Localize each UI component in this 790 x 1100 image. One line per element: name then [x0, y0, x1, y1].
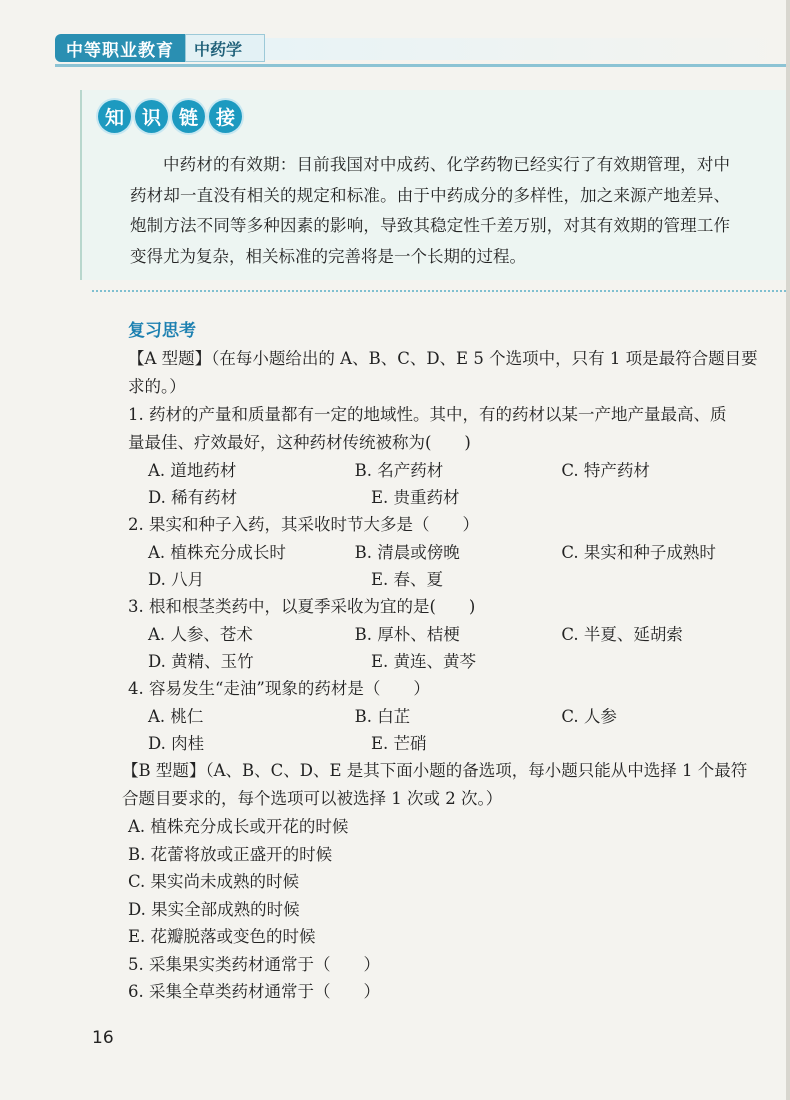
option: B. 名产药材 [354, 461, 444, 480]
title-char: 接 [209, 100, 242, 133]
page-header [0, 30, 790, 70]
a-type-intro-cont: 求的。） [128, 377, 186, 396]
subject-label: 中药学 [185, 34, 265, 62]
question-3: 3. 根和根茎类药中，以夏季采收为宜的是( ) [128, 597, 476, 616]
option: A. 桃仁 [148, 707, 204, 726]
option: C. 人参 [561, 707, 617, 726]
option: A. 道地药材 [148, 461, 237, 480]
option: C. 果实和种子成熟时 [561, 543, 716, 562]
option: E. 芒硝 [371, 734, 427, 753]
option: D. 八月 [148, 570, 205, 589]
b-option: C. 果实尚未成熟的时候 [128, 872, 300, 891]
question-3-options [128, 621, 768, 648]
question-5: 5. 采集果实类药材通常于（ ） [128, 954, 380, 974]
question-1-cont: 量最佳、疗效最好，这种药材传统被称为( ) [128, 433, 471, 452]
title-char: 链 [172, 100, 205, 133]
b-type-intro-cont: 合题目要求的，每个选项可以被选择 1 次或 2 次。） [122, 789, 503, 808]
page-edge [786, 0, 790, 1100]
question-1: 1. 药材的产量和质量都有一定的地域性。其中，有的药材以某一产地产量最高、质 [128, 405, 727, 424]
option: E. 黄连、黄芩 [371, 652, 477, 671]
question-4-options-2 [128, 730, 768, 757]
a-type-intro: 【A 型题】（在每小题给出的 A、B、C、D、E 5 个选项中，只有 1 项是最符合题目要 [128, 349, 758, 368]
question-1-options-2 [128, 484, 768, 511]
question-4: 4. 容易发生“走油”现象的药材是（ ） [128, 679, 430, 698]
knowledge-paragraph: 中药材的有效期：目前我国对中成药、化学药物已经实行了有效期管理，对中药材却一直没有相关的规定和标准。由于中药成分的多样性，加之来源产地差异、炮制方法不同等多种因素的影响，导致其稳定性千差万别，对其有效期的管理工作变得尤为复杂，相关标准的完善将是一个长期的过程。 [130, 155, 730, 266]
option: A. 植株充分成长时 [148, 543, 286, 562]
title-char: 识 [135, 100, 168, 133]
knowledge-link-title [98, 100, 242, 133]
option: D. 黄精、玉竹 [148, 652, 254, 671]
question-2-options-2 [128, 566, 768, 593]
question-2-options [128, 539, 768, 566]
series-brand: 中等职业教育 [55, 34, 185, 62]
question-4-options [128, 703, 768, 730]
header-rule [55, 64, 790, 67]
title-char: 知 [98, 100, 131, 133]
question-6: 6. 采集全草类药材通常于（ ） [128, 982, 380, 1001]
option: D. 肉桂 [148, 734, 205, 753]
option: A. 人参、苍术 [148, 625, 253, 644]
option: D. 稀有药材 [148, 488, 238, 507]
review-title: 复习思考 [128, 321, 196, 341]
page-number: 16 [92, 1028, 114, 1048]
question-1-options [128, 457, 768, 484]
option: E. 贵重药材 [371, 488, 460, 507]
b-option: B. 花蕾将放或正盛开的时候 [128, 844, 333, 864]
option: E. 春、夏 [371, 570, 444, 589]
option: B. 清晨或傍晚 [354, 543, 460, 562]
b-option: A. 植株充分成长或开花的时候 [128, 817, 349, 836]
question-3-options-2 [128, 648, 768, 675]
b-option: D. 果实全部成熟的时候 [128, 899, 300, 919]
option: B. 白芷 [354, 707, 411, 726]
option: B. 厚朴、桔梗 [354, 625, 460, 644]
option: C. 特产药材 [561, 461, 650, 480]
option: C. 半夏、延胡索 [561, 625, 683, 644]
header-band [265, 38, 790, 60]
b-type-intro: 【B 型题】（A、B、C、D、E 是其下面小题的备选项，每小题只能从中选择 1 个最符 [122, 761, 748, 780]
review-questions [122, 345, 768, 1006]
b-option: E. 花瓣脱落或变色的时候 [128, 927, 316, 946]
dotted-divider [92, 290, 790, 292]
question-2: 2. 果实和种子入药，其采收时节大多是（ ） [128, 515, 479, 534]
